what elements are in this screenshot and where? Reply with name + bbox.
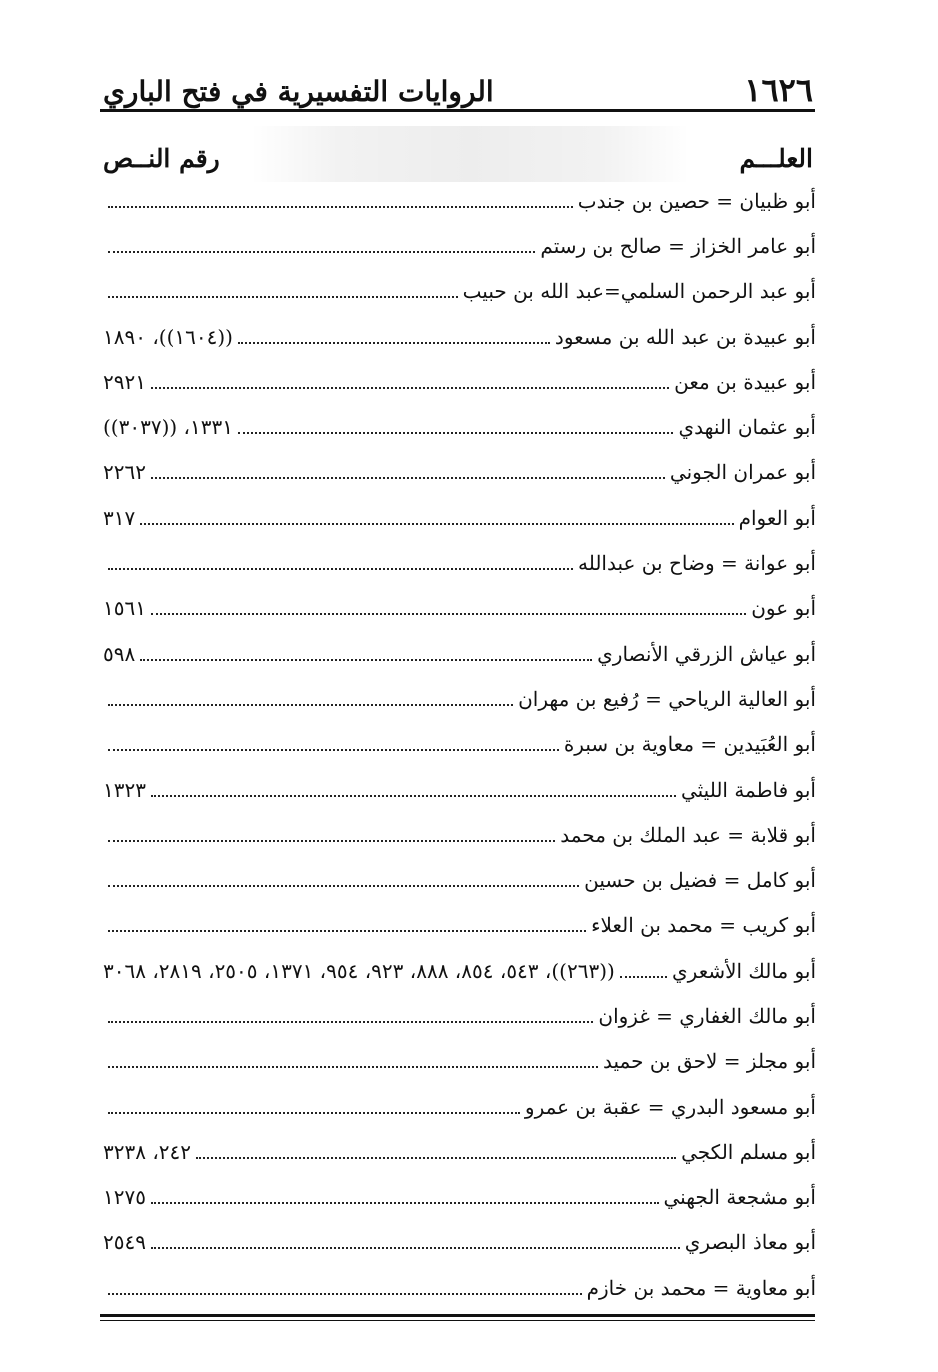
- dot-leader: [108, 840, 555, 842]
- dot-leader: [108, 296, 458, 298]
- index-entry: [103, 948, 816, 993]
- dot-leader: [108, 1066, 598, 1068]
- dot-leader: [151, 1202, 659, 1204]
- entry-name: أبو عمران الجوني: [669, 460, 816, 485]
- index-entries: [103, 178, 816, 1310]
- index-entry: [103, 1220, 816, 1265]
- index-entry: [103, 540, 816, 585]
- dot-leader: [196, 1157, 676, 1159]
- entry-references: ٢٩٢١: [103, 369, 146, 394]
- header-rule: [100, 109, 815, 112]
- entry-references: ٥٩٨: [103, 641, 136, 666]
- entry-name: أبو عوانة = وضاح بن عبدالله: [577, 551, 816, 576]
- entry-references: ١٢٧٥: [103, 1185, 146, 1210]
- entry-references: ١٥٦١: [103, 596, 146, 621]
- index-entry: [103, 722, 816, 767]
- index-entry: [103, 631, 816, 676]
- index-entry: [103, 993, 816, 1038]
- dot-leader: [151, 1247, 680, 1249]
- dot-leader: [151, 795, 676, 797]
- index-entry: [103, 1084, 816, 1129]
- ref-column-heading: رقم النــص: [103, 143, 220, 173]
- dot-leader: [151, 477, 665, 479]
- name-column-heading: العلـــم: [739, 143, 813, 173]
- dot-leader: [108, 1112, 520, 1114]
- entry-name: أبو مشجعة الجهني: [663, 1185, 816, 1210]
- entry-references: ١٣٣١، ((٣٠٣٧)): [103, 415, 233, 440]
- entry-name: أبو معاذ البصري: [684, 1230, 816, 1255]
- footer-rule-thin: [100, 1320, 815, 1321]
- dot-leader: [238, 342, 550, 344]
- entry-name: أبو مسلم الكجي: [681, 1139, 816, 1164]
- index-entry: [103, 676, 816, 721]
- index-entry: [103, 314, 816, 359]
- index-entry: [103, 495, 816, 540]
- entry-name: أبو عامر الخزاز = صالح بن رستم: [540, 233, 816, 258]
- index-entry: [103, 1265, 816, 1310]
- entry-name: أبو عبد الرحمن السلمي=عبد الله بن حبيب: [462, 279, 816, 304]
- running-title: الروايات التفسيرية في فتح الباري: [103, 75, 494, 108]
- column-headings: [103, 136, 813, 180]
- dot-leader: [108, 704, 513, 706]
- entry-name: أبو ظبيان = حصين بن جندب: [577, 188, 816, 213]
- entry-references: ٢٢٦٢: [103, 460, 146, 485]
- entry-references: ٢٥٤٩: [103, 1230, 146, 1255]
- entry-references: ٢٤٢، ٣٢٣٨: [103, 1139, 192, 1164]
- index-entry: [103, 178, 816, 223]
- dot-leader: [620, 976, 667, 978]
- dot-leader: [108, 568, 573, 570]
- entry-name: أبو مالك الغفاري = غزوان: [598, 1003, 816, 1028]
- entry-name: أبو عياش الزرقي الأنصاري: [597, 641, 816, 666]
- index-entry: [103, 269, 816, 314]
- entry-name: أبو كريب = محمد بن العلاء: [591, 913, 816, 938]
- dot-leader: [108, 749, 559, 751]
- page-number: ١٦٢٦: [744, 71, 813, 109]
- dot-leader: [108, 251, 535, 253]
- entry-references: ((٢٦٣))، ٥٤٣، ٨٥٤، ٨٨٨، ٩٢٣، ٩٥٤، ١٣٧١، ٢٥٠٥، ٢٨١٩، ٣٠٦٨: [103, 958, 615, 983]
- entry-name: أبو مالك الأشعري: [672, 958, 816, 983]
- dot-leader: [108, 1293, 582, 1295]
- entry-name: أبو مسعود البدري = عقبة بن عمرو: [524, 1094, 816, 1119]
- entry-name: أبو معاوية = محمد بن خازم: [586, 1275, 816, 1300]
- dot-leader: [108, 1021, 593, 1023]
- index-entry: [103, 812, 816, 857]
- dot-leader: [108, 885, 579, 887]
- dot-leader: [140, 659, 592, 661]
- index-entry: [103, 1039, 816, 1084]
- entry-name: أبو مجلز = لاحق بن حميد: [603, 1049, 816, 1074]
- entry-references: ١٣٢٣: [103, 777, 146, 802]
- index-entry: [103, 359, 816, 404]
- entry-name: أبو عبيدة بن معن: [674, 369, 816, 394]
- entry-name: أبو فاطمة الليثي: [680, 777, 816, 802]
- footer-rule-thick: [100, 1314, 815, 1317]
- index-entry: [103, 857, 816, 902]
- entry-name: أبو قلابة = عبد الملك بن محمد: [560, 822, 816, 847]
- index-entry: [103, 450, 816, 495]
- entry-name: أبو عثمان النهدي: [678, 415, 816, 440]
- index-entry: [103, 586, 816, 631]
- dot-leader: [108, 930, 586, 932]
- entry-name: أبو العالية الرياحي = رُفيع بن مهران: [518, 686, 816, 711]
- dot-leader: [140, 523, 733, 525]
- dot-leader: [108, 206, 573, 208]
- index-entry: [103, 903, 816, 948]
- index-entry: [103, 1175, 816, 1220]
- entry-name: أبو كامل = فضيل بن حسين: [584, 868, 816, 893]
- entry-name: أبو عبيدة بن عبد الله بن مسعود: [554, 324, 816, 349]
- entry-references: ((١٦٠٤))، ١٨٩٠: [103, 324, 233, 349]
- index-entry: [103, 404, 816, 449]
- entry-references: ٣١٧: [103, 505, 136, 530]
- entry-name: أبو العُبَيدين = معاوية بن سبرة: [563, 732, 816, 757]
- page-header: [103, 62, 813, 109]
- index-entry: [103, 1129, 816, 1174]
- entry-name: أبو العوام: [738, 505, 816, 530]
- dot-leader: [151, 387, 669, 389]
- dot-leader: [238, 432, 673, 434]
- dot-leader: [151, 613, 746, 615]
- index-entry: [103, 767, 816, 812]
- entry-name: أبو عون: [751, 596, 816, 621]
- index-entry: [103, 223, 816, 268]
